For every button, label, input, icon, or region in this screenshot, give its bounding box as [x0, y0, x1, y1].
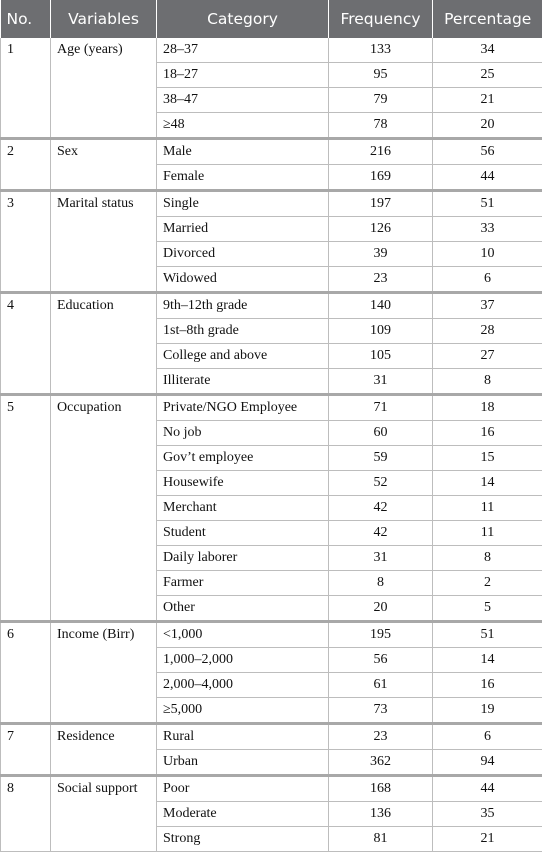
cell-frequency: 105: [329, 344, 433, 369]
cell-variable: Marital status: [51, 191, 157, 293]
cell-category: ≥48: [157, 113, 329, 139]
header-variables: Variables: [51, 0, 157, 38]
table-header: [1, 0, 542, 38]
table-row: [1, 776, 542, 802]
cell-frequency: 71: [329, 395, 433, 421]
cell-frequency: 20: [329, 596, 433, 622]
table-row: [1, 724, 542, 750]
cell-no: 7: [1, 724, 51, 776]
table-row: [1, 395, 542, 421]
cell-percentage: 6: [433, 267, 542, 293]
cell-category: Merchant: [157, 496, 329, 521]
cell-frequency: 140: [329, 293, 433, 319]
cell-percentage: 34: [433, 38, 542, 63]
cell-percentage: 16: [433, 673, 542, 698]
cell-percentage: 18: [433, 395, 542, 421]
cell-percentage: 5: [433, 596, 542, 622]
cell-percentage: 56: [433, 139, 542, 165]
cell-frequency: 42: [329, 521, 433, 546]
cell-category: 38–47: [157, 88, 329, 113]
cell-variable: Social support: [51, 776, 157, 852]
cell-category: 2,000–4,000: [157, 673, 329, 698]
cell-variable: Occupation: [51, 395, 157, 622]
cell-percentage: 21: [433, 827, 542, 852]
table-row: [1, 293, 542, 319]
cell-percentage: 14: [433, 648, 542, 673]
cell-frequency: 8: [329, 571, 433, 596]
cell-category: Gov’t employee: [157, 446, 329, 471]
cell-category: 9th–12th grade: [157, 293, 329, 319]
cell-frequency: 56: [329, 648, 433, 673]
cell-no: 1: [1, 38, 51, 139]
cell-percentage: 11: [433, 496, 542, 521]
cell-category: Illiterate: [157, 369, 329, 395]
cell-percentage: 8: [433, 369, 542, 395]
cell-category: Farmer: [157, 571, 329, 596]
cell-variable: Education: [51, 293, 157, 395]
header-category: Category: [157, 0, 329, 38]
cell-frequency: 79: [329, 88, 433, 113]
header-frequency: Frequency: [329, 0, 433, 38]
cell-frequency: 195: [329, 622, 433, 648]
cell-category: Other: [157, 596, 329, 622]
cell-percentage: 14: [433, 471, 542, 496]
cell-category: Female: [157, 165, 329, 191]
cell-no: 4: [1, 293, 51, 395]
cell-category: Male: [157, 139, 329, 165]
cell-percentage: 6: [433, 724, 542, 750]
cell-frequency: 73: [329, 698, 433, 724]
cell-percentage: 51: [433, 191, 542, 217]
cell-category: Poor: [157, 776, 329, 802]
cell-percentage: 16: [433, 421, 542, 446]
table-row: [1, 139, 542, 165]
cell-percentage: 15: [433, 446, 542, 471]
cell-category: Moderate: [157, 802, 329, 827]
cell-no: 8: [1, 776, 51, 852]
cell-category: 18–27: [157, 63, 329, 88]
cell-category: 1,000–2,000: [157, 648, 329, 673]
cell-category: Rural: [157, 724, 329, 750]
cell-frequency: 169: [329, 165, 433, 191]
table-body: [1, 38, 542, 852]
cell-frequency: 39: [329, 242, 433, 267]
cell-percentage: 27: [433, 344, 542, 369]
cell-percentage: 94: [433, 750, 542, 776]
cell-frequency: 61: [329, 673, 433, 698]
cell-percentage: 11: [433, 521, 542, 546]
cell-percentage: 21: [433, 88, 542, 113]
cell-percentage: 20: [433, 113, 542, 139]
cell-percentage: 10: [433, 242, 542, 267]
cell-category: Private/NGO Employee: [157, 395, 329, 421]
cell-percentage: 28: [433, 319, 542, 344]
table-row: [1, 38, 542, 63]
cell-frequency: 52: [329, 471, 433, 496]
cell-percentage: 25: [433, 63, 542, 88]
cell-frequency: 31: [329, 546, 433, 571]
cell-frequency: 81: [329, 827, 433, 852]
cell-category: <1,000: [157, 622, 329, 648]
header-no: No.: [1, 0, 51, 38]
header-row: [1, 0, 542, 38]
cell-frequency: 59: [329, 446, 433, 471]
cell-frequency: 362: [329, 750, 433, 776]
cell-variable: Sex: [51, 139, 157, 191]
cell-frequency: 109: [329, 319, 433, 344]
cell-category: 28–37: [157, 38, 329, 63]
cell-frequency: 168: [329, 776, 433, 802]
cell-frequency: 31: [329, 369, 433, 395]
cell-percentage: 19: [433, 698, 542, 724]
table-row: [1, 191, 542, 217]
cell-percentage: 44: [433, 165, 542, 191]
cell-frequency: 126: [329, 217, 433, 242]
cell-category: Strong: [157, 827, 329, 852]
cell-frequency: 23: [329, 724, 433, 750]
cell-no: 6: [1, 622, 51, 724]
cell-percentage: 8: [433, 546, 542, 571]
cell-no: 2: [1, 139, 51, 191]
cell-variable: Income (Birr): [51, 622, 157, 724]
cell-category: Married: [157, 217, 329, 242]
cell-category: ≥5,000: [157, 698, 329, 724]
cell-category: Single: [157, 191, 329, 217]
cell-frequency: 133: [329, 38, 433, 63]
cell-percentage: 44: [433, 776, 542, 802]
cell-no: 5: [1, 395, 51, 622]
cell-frequency: 95: [329, 63, 433, 88]
cell-category: Daily laborer: [157, 546, 329, 571]
cell-no: 3: [1, 191, 51, 293]
cell-frequency: 23: [329, 267, 433, 293]
cell-percentage: 35: [433, 802, 542, 827]
cell-percentage: 33: [433, 217, 542, 242]
cell-category: Student: [157, 521, 329, 546]
cell-category: Widowed: [157, 267, 329, 293]
cell-variable: Age (years): [51, 38, 157, 139]
cell-category: Housewife: [157, 471, 329, 496]
cell-percentage: 51: [433, 622, 542, 648]
cell-frequency: 216: [329, 139, 433, 165]
cell-category: No job: [157, 421, 329, 446]
cell-frequency: 42: [329, 496, 433, 521]
cell-percentage: 2: [433, 571, 542, 596]
header-percentage: Percentage: [433, 0, 542, 38]
cell-frequency: 136: [329, 802, 433, 827]
cell-frequency: 197: [329, 191, 433, 217]
table-row: [1, 622, 542, 648]
cell-frequency: 60: [329, 421, 433, 446]
cell-category: Urban: [157, 750, 329, 776]
cell-frequency: 78: [329, 113, 433, 139]
cell-category: 1st–8th grade: [157, 319, 329, 344]
cell-category: Divorced: [157, 242, 329, 267]
cell-variable: Residence: [51, 724, 157, 776]
cell-percentage: 37: [433, 293, 542, 319]
cell-category: College and above: [157, 344, 329, 369]
